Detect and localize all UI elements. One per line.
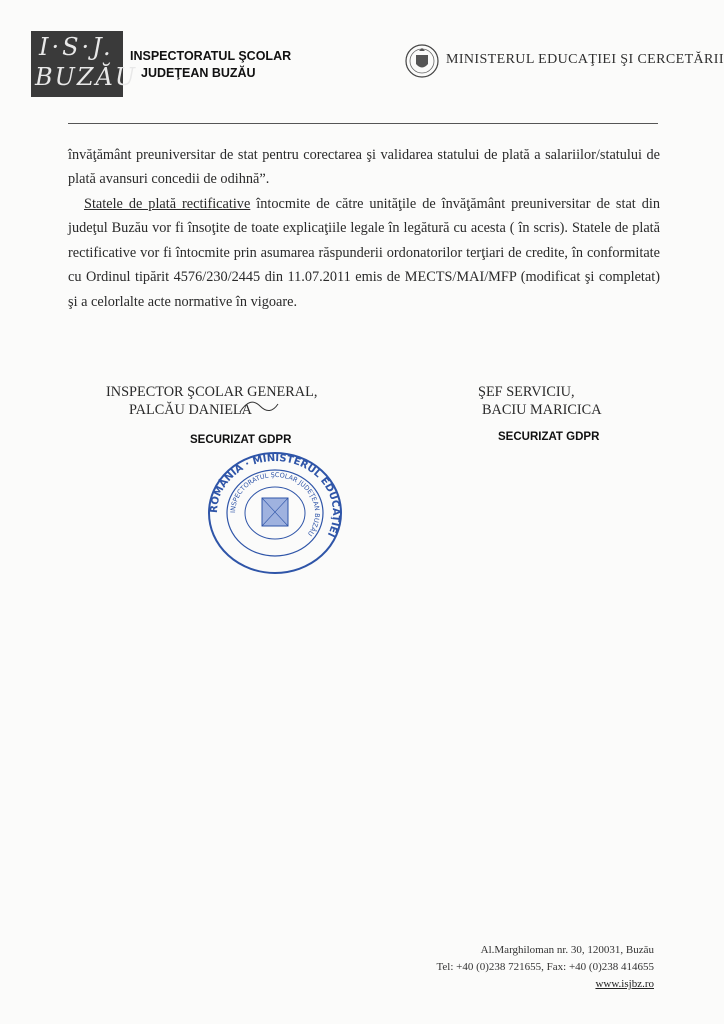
institution-name-line1: INSPECTORATUL ŞCOLAR	[130, 49, 292, 63]
paragraph-2-text: întocmite de către unităţile de învăţământ preuniversitar de stat din judeţul Buzău vor fi însoţite de toate explicaţiile legale în legătură cu acesta ( în scris). Statele de plată rectificative vor fi întocmite prin asumarea răspunderii ordonatorilor terţiari de credite, în conformitate cu Ordinul tipărit 4576/230/2445 din 11.07.2011 emis de MECTS/MAI/MFP (modificat şi completat) şi a celorlalte acte normative în vigoare.	[68, 196, 660, 310]
handwritten-signature	[238, 392, 290, 418]
paragraph-2-underlined: Statele de plată rectificative	[84, 196, 251, 212]
institution-name	[130, 48, 291, 82]
stamp-inner-text: INSPECTORATUL ŞCOLAR JUDEŢEAN BUZĂU	[228, 470, 322, 538]
stamp-outer-text: ROMÂNIA · MINISTERUL EDUCAŢIEI	[208, 452, 342, 539]
coat-of-arms-icon	[405, 42, 439, 80]
right-signatory-name: BACIU MARICICA	[482, 402, 602, 418]
left-signatory-name: PALCĂU DANIELA	[129, 402, 252, 418]
institution-name-line2: JUDEŢEAN BUZĂU	[141, 66, 256, 80]
isj-logo	[31, 31, 138, 97]
left-signatory-title: INSPECTOR ŞCOLAR GENERAL,	[106, 384, 318, 400]
footer-phone: Tel: +40 (0)238 721655, Fax: +40 (0)238 414655	[436, 961, 654, 973]
paragraph-2	[68, 192, 660, 314]
right-signatory-title: ŞEF SERVICIU,	[478, 384, 575, 400]
paragraph-1: învăţământ preuniversitar de stat pentru corectarea şi validarea statului de plată a salariilor/statului de plată avansuri concedii de odihnă”.	[68, 147, 660, 188]
logo-line-2: BUZĂU	[35, 63, 138, 91]
left-gdpr-label: SECURIZAT GDPR	[190, 434, 292, 446]
footer-address: Al.Marghiloman nr. 30, 120031, Buzău	[480, 944, 654, 956]
logo-line-1: I·S·J.	[39, 33, 114, 61]
official-stamp	[200, 448, 350, 578]
footer-website-link[interactable]: www.isjbz.ro	[595, 978, 654, 990]
right-gdpr-label: SECURIZAT GDPR	[498, 431, 600, 443]
header-divider	[68, 123, 658, 124]
ministry-name: MINISTERUL EDUCAŢIEI ŞI CERCETĂRII	[446, 52, 724, 67]
signature-block-right	[478, 383, 602, 419]
